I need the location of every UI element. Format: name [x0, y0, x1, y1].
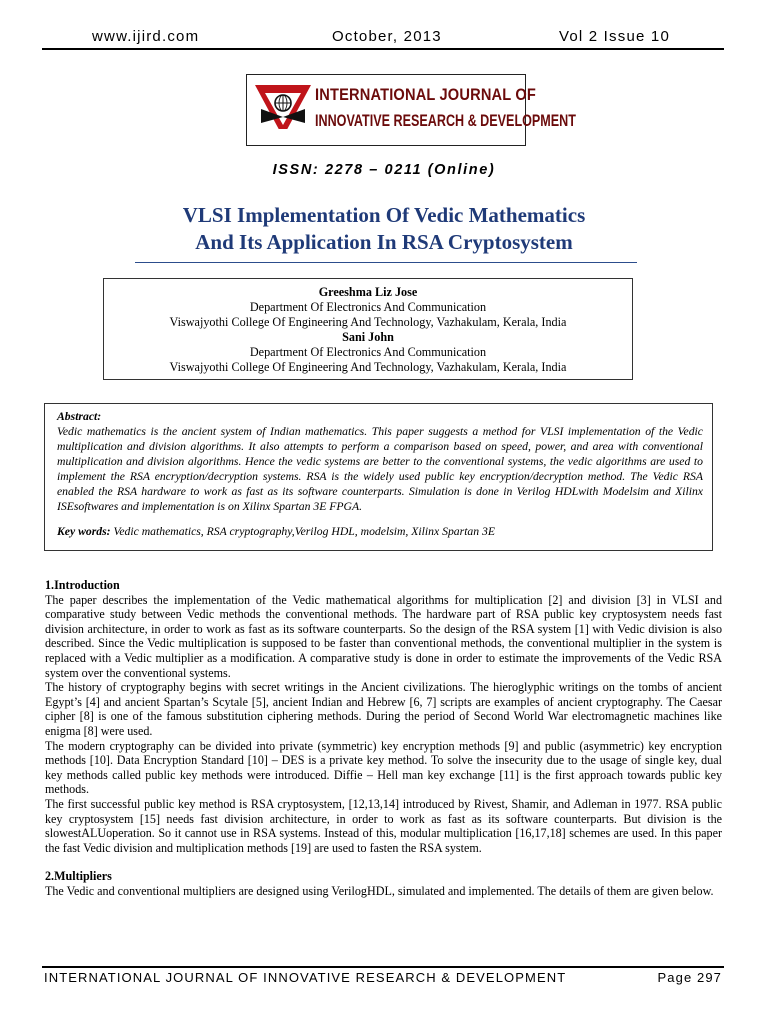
logo-line-1: INTERNATIONAL JOURNAL OF: [315, 85, 537, 104]
issn: ISSN: 2278 – 0211 (Online): [272, 162, 496, 178]
paragraph: The Vedic and conventional multipliers are designed using VerilogHDL, simulated and implemented. The details of them are given below.: [45, 883, 714, 898]
paragraph: The modern cryptography can be divided into private (symmetric) key encryption methods [9] and public (asymmetric) key encryption methods [10]. Data Encryption Standard [10] – DES is a private key method. To solve the insecurity due to the usage of single key, dual key methods called public key methods were introduced. Diffie – Hell man key exchange [11] is the first approach towards public key methods.: [45, 738, 722, 797]
author-department: Department Of Electronics And Communication: [249, 345, 487, 359]
title-line-1: VLSI Implementation Of Vedic Mathematics: [182, 203, 586, 227]
footer-journal: INTERNATIONAL JOURNAL OF INNOVATIVE RESEARCH & DEVELOPMENT: [44, 970, 567, 985]
footer-rule: [42, 966, 724, 968]
section-heading: 2.Multipliers: [45, 869, 112, 884]
paragraph: The first successful public key method is RSA cryptosystem, [12,13,14] introduced by Rivest, Shamir, and Adleman in 1977. RSA public key cryptosystem [15] needs fast division architecture, in order to work as fast as its software counterparts. But division is the slowestALUoperation. So it cannot use in RSA systems. Instead of this, modular multiplication [16,17,18] schemes are used. In this paper the fast Vedic division and multiplication methods [19] are used to fasten the RSA system.: [45, 796, 722, 855]
title-rule: [135, 262, 637, 263]
logo-line-2: INNOVATIVE RESEARCH & DEVELOPMENT: [315, 111, 576, 130]
abstract-text: Vedic mathematics is the ancient system of Indian mathematics. This paper suggests a method for VLSI implementation of the Vedic multiplication and division algorithms. It also attempts to perform a comparison based on speed, power, and area with conventional multiplication and division algorithms. Hence the vedic systems are better to the conventional systems, the vedic algorithms are used to implement the RSA encryption/decryption systems. RSA is the widely used public key encryption/decryption method. The Vedic RSA enabled the RSA hardware to work as fast as its software counterparts. Simulation is done in Verilog HDLwith Modelsim and Xilinx ISEsoftwares and implementation is on Xilinx Spartan 3E FPGA.: [57, 425, 703, 513]
paragraph: The paper describes the implementation of the Vedic mathematical algorithms for multiplication [2] and division [3] in VLSI and comparative study between Vedic methods the conventional methods. The hardware part of RSA public key cryptosystem needs fast division architecture, in order to work as fast as its software counterparts. So the design of the RSA system [1] with Vedic division is also described. Since the Vedic multiplication is supposed to be faster than conventional methods, the conventional multiplier in the system is replaced with a Vedic multiplier as a modification. A comparative study is done in order to estimate the improvements of the Vedic RSA system over the conventional systems.: [45, 592, 722, 680]
abstract-box: [44, 403, 713, 551]
author-name: Greeshma Liz Jose: [318, 285, 418, 299]
author-name: Sani John: [342, 330, 394, 344]
keywords: [57, 524, 703, 539]
abstract-label: Abstract:: [57, 410, 102, 423]
author-institution: Viswajyothi College Of Engineering And Technology, Vazhakulam, Kerala, India: [169, 315, 567, 329]
keywords-label: Key words:: [57, 525, 111, 538]
keywords-text: Vedic mathematics, RSA cryptography,Verilog HDL, modelsim, Xilinx Spartan 3E: [113, 525, 496, 538]
header-volume: Vol 2 Issue 10: [558, 28, 670, 45]
body-text: [45, 578, 722, 898]
header-website: www.ijird.com: [92, 28, 200, 45]
author-institution: Viswajyothi College Of Engineering And Technology, Vazhakulam, Kerala, India: [169, 360, 567, 374]
title-line-2: And Its Application In RSA Cryptosystem: [195, 230, 573, 254]
header-rule: [42, 48, 724, 50]
journal-emblem-icon: [253, 79, 313, 141]
paragraph: The history of cryptography begins with secret writings in the Ancient civilizations. The hieroglyphic writings on the tombs of ancient Egypt’s [4] and ancient Spartan’s Scytale [5], ancient Indian and Hebrew [6, 7] scripts are examples of ancient cryptography. The Caesar cipher [8] is one of the famous substitution ciphering methods. During the period of Second World War electromagnetic machines like enigma [8] were used.: [45, 680, 722, 738]
footer-page-number: Page 297: [657, 970, 722, 985]
paper-title: [0, 202, 768, 256]
journal-logo: [246, 74, 576, 146]
header-date: October, 2013: [332, 28, 442, 45]
running-header: [40, 28, 728, 50]
authors-box: [103, 278, 633, 380]
author-department: Department Of Electronics And Communication: [249, 300, 487, 314]
section-heading: 1.Introduction: [45, 578, 120, 592]
